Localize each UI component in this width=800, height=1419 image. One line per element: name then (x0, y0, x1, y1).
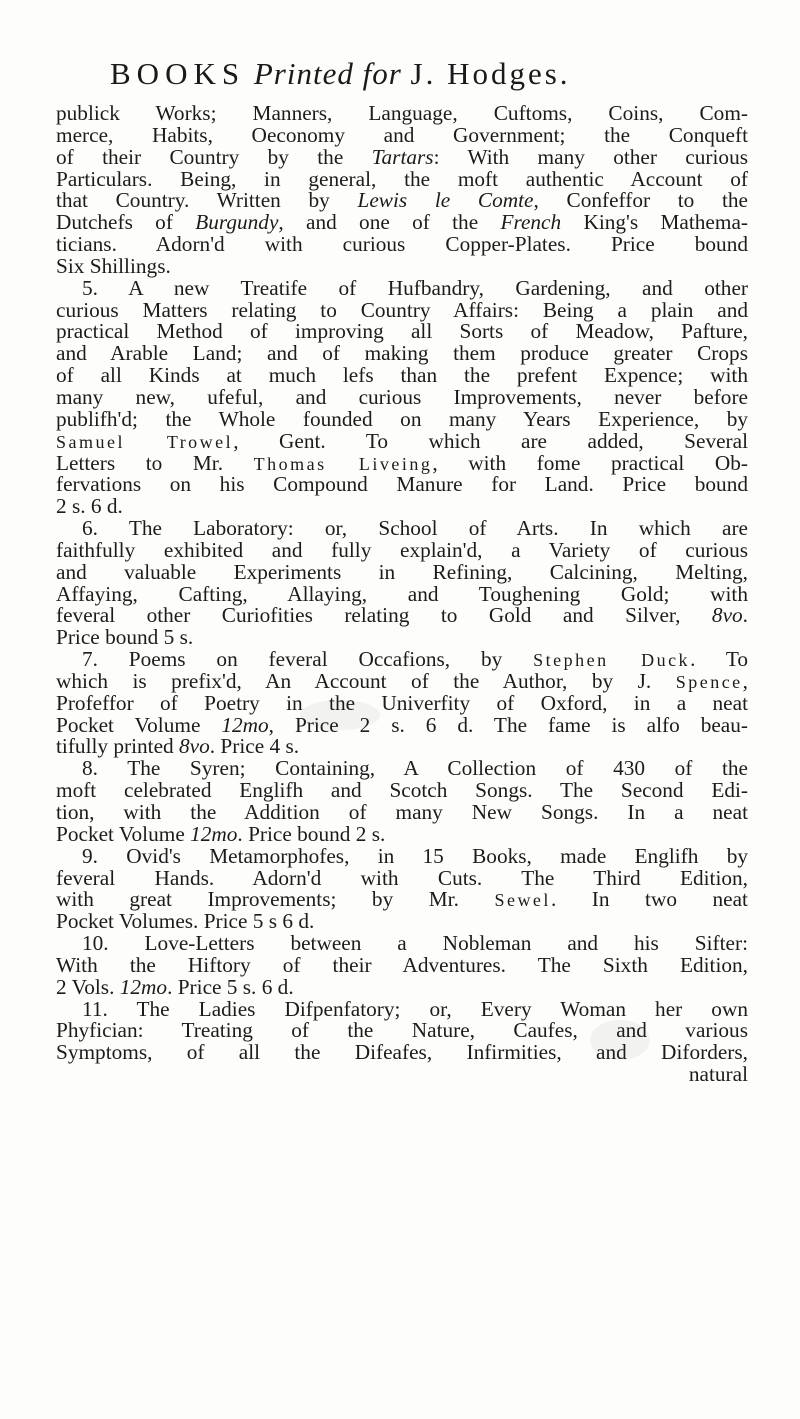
text-run: King's Mathema- (561, 210, 748, 235)
text-line (56, 1020, 748, 1042)
header-publisher: J. Hodges. (410, 56, 571, 91)
text-line (56, 190, 748, 212)
text-run: 5. A new Treatife of Hufbandry, Gardening, and other (82, 275, 748, 300)
text-line (56, 212, 748, 234)
text-line (56, 736, 748, 758)
italic-run: Tartars (371, 144, 434, 169)
running-header (110, 56, 710, 92)
small-caps-name: Stephen Duck (533, 650, 691, 671)
italic-run: 12mo (190, 821, 238, 846)
text-run: , Price 2 s. 6 d. The fame is alfo beau- (268, 712, 748, 737)
text-run: curious Matters relating to Country Affairs: Being a plain and (56, 297, 748, 322)
text-line (56, 821, 748, 846)
text-line (56, 690, 748, 715)
text-run: 8. The Syren; Containing, A Collection of 430 of the (82, 756, 748, 781)
text-run: Pocket Volume (56, 712, 222, 737)
text-run: , with fome practical Ob- (432, 450, 748, 475)
text-run: . Price bound 2 s. (237, 821, 386, 846)
text-run: moft celebrated Englifh and Scotch Songs. The Second Edi- (56, 778, 748, 803)
text-run: . To (690, 647, 748, 672)
text-line (56, 428, 749, 453)
text-line (56, 996, 748, 1021)
text-run: Profeffor of Poetry in the Univerfity of Oxford, in a neat (56, 690, 748, 715)
text-run: publick Works; Manners, Language, Cuftoms, Coins, Com- (56, 101, 748, 125)
text-run: With the Hiftory of their Adventures. The Sixth Edition, (56, 952, 748, 977)
text-line (56, 649, 748, 671)
text-run: 7. Poems on feveral Occafions, by (82, 647, 534, 672)
text-line (56, 843, 748, 868)
text-run: merce, Habits, Oeconomy and Government; the Conqueft (56, 122, 748, 147)
text-run: feveral Hands. Adorn'd with Cuts. The Third Edition, (56, 865, 748, 890)
italic-run: Lewis le Comte (357, 188, 534, 213)
text-run: tifully printed (56, 734, 180, 759)
text-line (56, 537, 748, 562)
text-run: which is prefix'd, An Account of the Author, by J. (56, 668, 676, 693)
text-line (56, 668, 748, 693)
text-run: Pocket Volumes. Price 5 s 6 d. (56, 909, 315, 934)
text-run: , (742, 668, 748, 693)
text-line (56, 166, 748, 191)
text-run: many new, ufeful, and curious Improvements, never before (56, 384, 748, 409)
text-run: feveral other Curiofities relating to Gold and Silver, (56, 603, 712, 628)
text-run: 2 s. 6 d. (56, 494, 123, 519)
italic-run: 8vo (179, 734, 210, 759)
text-line (56, 122, 748, 147)
text-line (56, 518, 748, 540)
text-run: 9. Ovid's Metamorphofes, in 15 Books, made Englifh by (82, 843, 748, 868)
text-run: . Price 4 s. (209, 734, 300, 759)
text-run: Six Shillings. (56, 253, 171, 278)
text-line (56, 581, 748, 606)
text-line (56, 889, 748, 911)
text-run: Letters to Mr. (56, 450, 254, 475)
text-line (56, 103, 748, 125)
text-line (56, 758, 748, 780)
text-line (56, 234, 748, 256)
text-line (56, 321, 748, 343)
text-run: and valuable Experiments in Refining, Calcining, Melting, (56, 559, 748, 584)
text-run: Dutchefs of (56, 210, 196, 235)
text-run: practical Method of improving all Sorts of Meadow, Pafture, (56, 319, 748, 344)
text-run: of their Country by the (56, 144, 372, 169)
text-line (56, 275, 748, 300)
text-run: . Price 5 s. 6 d. (167, 974, 294, 999)
text-run: . (742, 603, 748, 628)
text-run: ticians. Adorn'd with curious Copper-Plates. Price bound (56, 232, 748, 257)
small-caps-name: Thomas Liveing (253, 453, 433, 474)
text-line (56, 1064, 748, 1086)
text-line (56, 144, 749, 169)
italic-run: 12mo (119, 974, 168, 999)
text-line (56, 474, 748, 496)
text-line (56, 865, 748, 890)
text-run: and Arable Land; and of making them produce greater Crops (56, 341, 748, 366)
text-run: fervations on his Compound Manure for Land. Price bound (56, 472, 748, 497)
text-line (56, 365, 748, 387)
text-run: Phyfician: Treating of the Nature, Caufes, and various (56, 1018, 748, 1043)
text-line (56, 1042, 748, 1064)
text-run: with great Improvements; by Mr. (56, 887, 495, 912)
text-run: Particulars. Being, in general, the moft authentic Account of (56, 166, 748, 191)
text-run: 10. Love-Letters between a Nobleman and his Sifter: (82, 931, 748, 956)
small-caps-name: Spence (675, 671, 743, 692)
header-printed-for: Printed for (253, 56, 402, 91)
text-run: natural (688, 1062, 748, 1087)
text-run: faithfully exhibited and fully explain'd, a Variety of curious (56, 537, 748, 562)
header-books: BOOKS (110, 56, 246, 91)
small-caps-name: Sewel (494, 890, 551, 911)
text-line (56, 343, 748, 365)
text-run: tion, with the Addition of many New Songs. In a neat (56, 800, 748, 824)
italic-run: 12mo (221, 712, 269, 737)
text-run: . In two neat (550, 887, 748, 912)
text-line (56, 627, 748, 649)
text-run: Price bound 5 s. (56, 625, 194, 650)
text-line (56, 911, 748, 933)
text-line (56, 974, 748, 999)
text-run: , Confeffor to the (533, 188, 749, 213)
text-line (56, 384, 748, 409)
text-line (56, 253, 748, 278)
text-run: , Gent. To which are added, Several (233, 428, 749, 453)
text-line (56, 559, 748, 584)
italic-run: 8vo (711, 603, 743, 628)
text-run: 2 Vols. (56, 974, 120, 999)
text-line (56, 712, 748, 737)
text-run: of all Kinds at much lefs than the prefent Expence; with (56, 363, 748, 388)
text-run: , and one of the (278, 210, 501, 235)
italic-run: Burgundy (195, 210, 279, 235)
text-line (56, 933, 748, 955)
text-line (56, 605, 748, 627)
text-line (56, 297, 748, 322)
text-run: publifh'd; the Whole founded on many Years Experience, by (56, 406, 748, 431)
text-run: 11. The Ladies Difpenfatory; or, Every Woman her own (82, 996, 748, 1021)
text-run: Pocket Volume (56, 821, 191, 846)
text-run: Symptoms, of all the Difeafes, Infirmities, and Diforders, (56, 1040, 748, 1065)
text-line (56, 952, 748, 977)
text-run: Affaying, Cafting, Allaying, and Toughening Gold; with (56, 581, 748, 606)
book-list-text (56, 103, 748, 1086)
text-line (56, 406, 748, 431)
text-line (56, 496, 748, 518)
text-run: 6. The Laboratory: or, School of Arts. In which are (82, 516, 748, 541)
text-line (56, 450, 748, 475)
text-line (56, 802, 748, 824)
small-caps-name: Samuel Trowel (56, 431, 234, 452)
text-run: : With many other curious (433, 144, 749, 169)
text-run: that Country. Written by (56, 188, 358, 213)
text-line (56, 780, 748, 802)
italic-run: French (500, 210, 562, 235)
